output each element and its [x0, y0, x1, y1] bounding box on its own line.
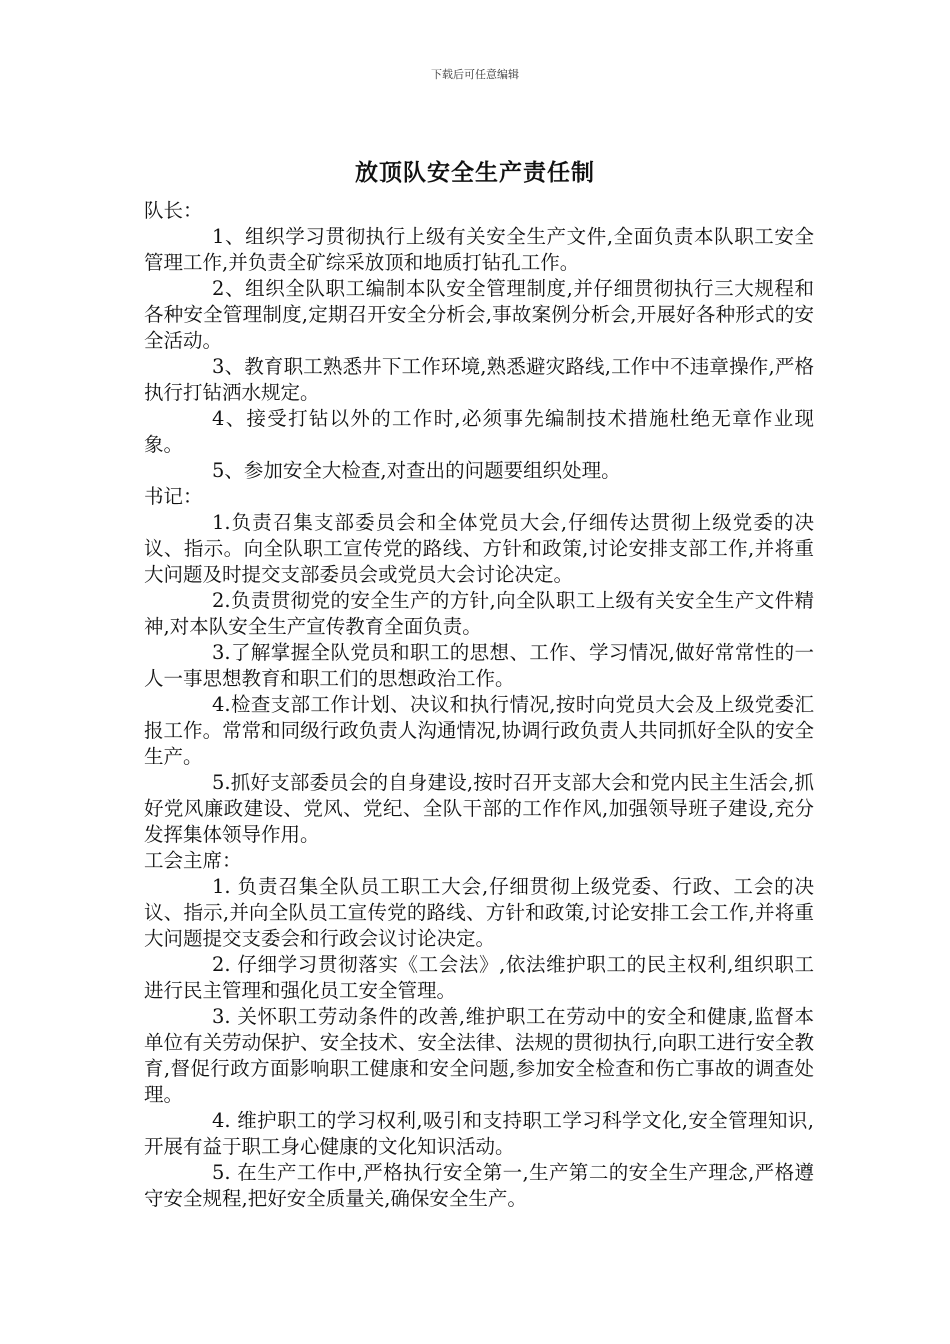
page-header-note: 下载后可任意编辑 [431, 68, 519, 81]
secretary-duty-2: 2.负责贯彻党的安全生产的方针,向全队职工上级有关安全生产文件精神,对本队安全生产宣传教育全面负责。 [144, 589, 814, 638]
captain-duty-4: 4、接受打钻以外的工作时,必须事先编制技术措施杜绝无章作业现象。 [144, 407, 814, 456]
union-chair-duty-3: 3. 关怀职工劳动条件的改善,维护职工在劳动中的安全和健康,监督本单位有关劳动保护、安全技术、安全法律、法规的贯彻执行,向职工进行安全教育,督促行政方面影响职工健康和安全问题,参加安全检查和伤亡事故的调查处理。 [144, 1005, 814, 1106]
captain-duty-2: 2、组织全队职工编制本队安全管理制度,并仔细贯彻执行三大规程和各种安全管理制度,定期召开安全分析会,事故案例分析会,开展好各种形式的安全活动。 [144, 277, 814, 352]
union-chair-duty-4: 4. 维护职工的学习权利,吸引和支持职工学习科学文化,安全管理知识,开展有益于职工身心健康的文化知识活动。 [144, 1109, 814, 1158]
captain-duty-3: 3、教育职工熟悉井下工作环境,熟悉避灾路线,工作中不违章操作,严格执行打钻洒水规定。 [144, 355, 814, 404]
captain-duty-5: 5、参加安全大检查,对查出的问题要组织处理。 [212, 459, 621, 482]
section-heading-union-chair: 工会主席： [144, 849, 242, 872]
document-body [144, 198, 814, 1212]
secretary-duty-1: 1.负责召集支部委员会和全体党员大会,仔细传达贯彻上级党委的决议、指示。向全队职工宣传党的路线、方针和政策,讨论安排支部工作,并将重大问题及时提交支部委员会或党员大会讨论决定。 [144, 511, 814, 586]
union-chair-duty-5: 5. 在生产工作中,严格执行安全第一,生产第二的安全生产理念,严格遵守安全规程,把好安全质量关,确保安全生产。 [144, 1161, 814, 1210]
union-chair-duty-1: 1. 负责召集全队员工职工大会,仔细贯彻上级党委、行政、工会的决议、指示,并向全队员工宣传党的路线、方针和政策,讨论安排工会工作,并将重大问题提交支委会和行政会议讨论决定。 [144, 875, 814, 950]
document-title: 放顶队安全生产责任制 [355, 159, 595, 186]
secretary-duty-3: 3.了解掌握全队党员和职工的思想、工作、学习情况,做好常常性的一人一事思想教育和职工们的思想政治工作。 [144, 641, 814, 690]
secretary-duty-5: 5.抓好支部委员会的自身建设,按时召开支部大会和党内民主生活会,抓好党风廉政建设、党风、党纪、全队干部的工作作风,加强领导班子建设,充分发挥集体领导作用。 [144, 771, 814, 846]
union-chair-duty-2: 2. 仔细学习贯彻落实《工会法》,依法维护职工的民主权利,组织职工进行民主管理和强化员工安全管理。 [144, 953, 814, 1002]
section-heading-captain: 队长： [144, 199, 203, 222]
captain-duty-1: 1、组织学习贯彻执行上级有关安全生产文件,全面负责本队职工安全管理工作,并负责全矿综采放顶和地质打钻孔工作。 [144, 225, 814, 274]
secretary-duty-4: 4.检查支部工作计划、决议和执行情况,按时向党员大会及上级党委汇报工作。常常和同级行政负责人沟通情况,协调行政负责人共同抓好全队的安全生产。 [144, 693, 814, 768]
section-heading-secretary: 书记： [144, 485, 203, 508]
